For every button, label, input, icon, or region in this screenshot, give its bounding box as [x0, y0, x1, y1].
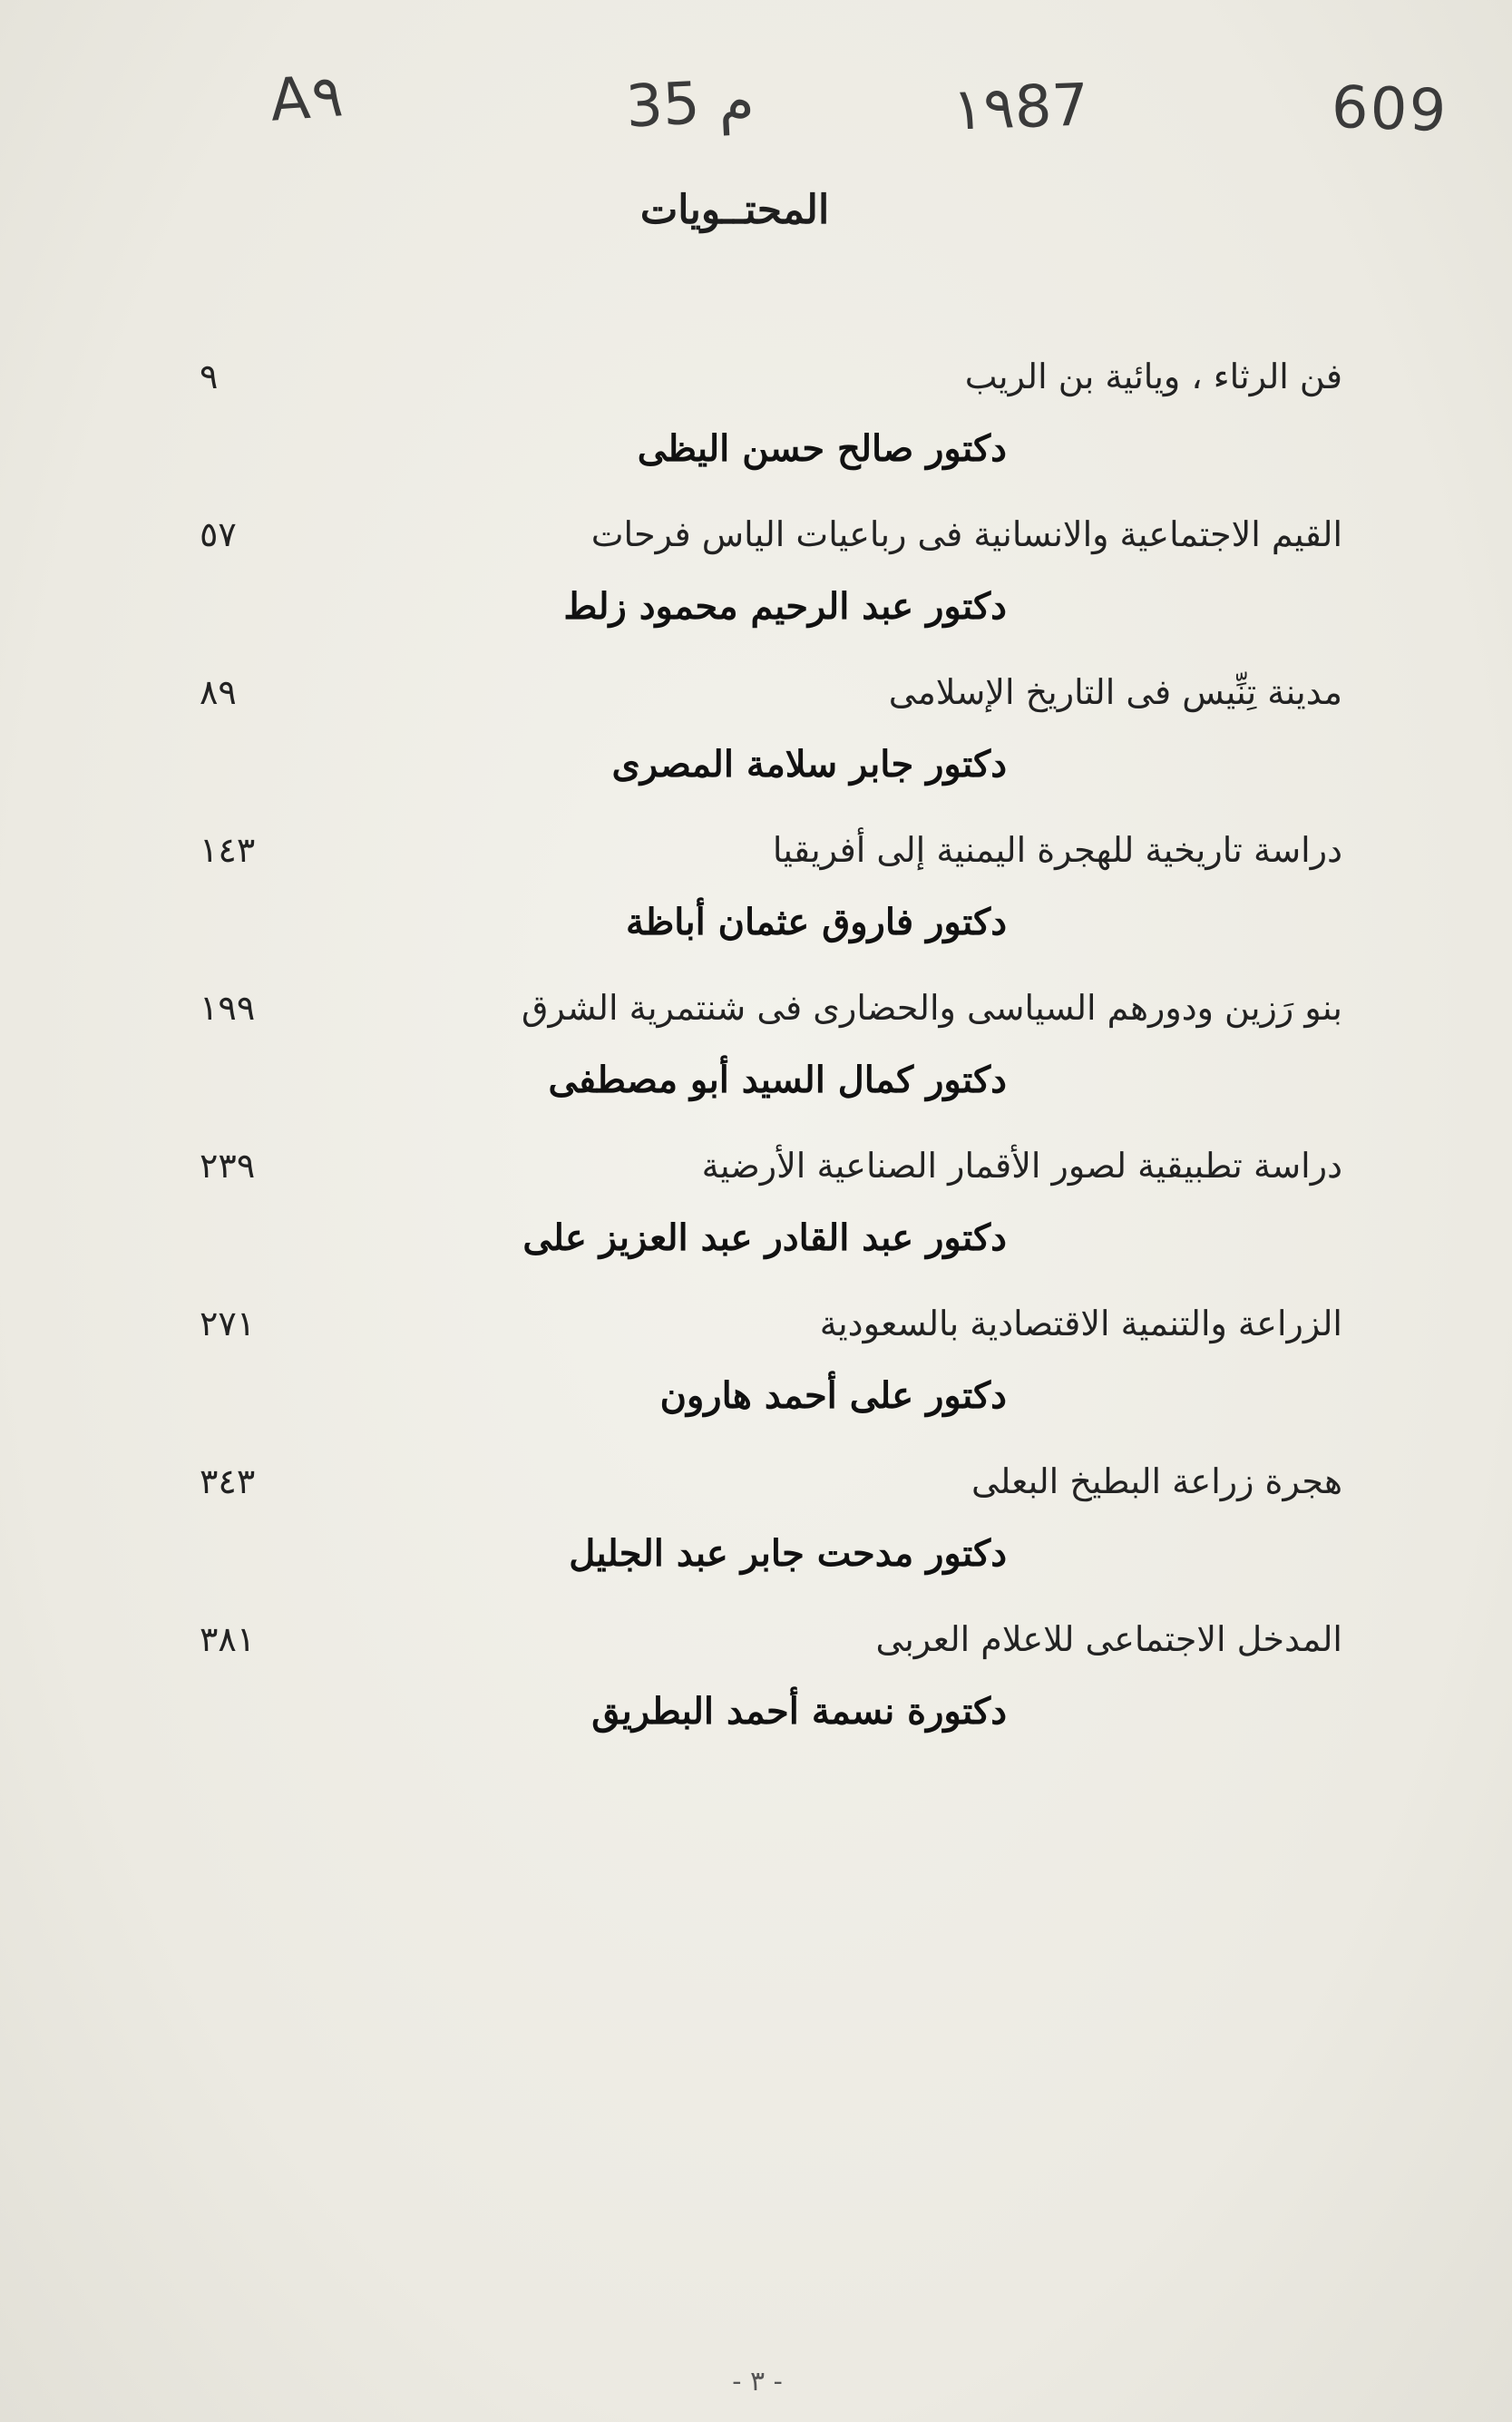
- author-name: دكتور كمال السيد أبو مصطفى: [548, 1059, 1007, 1101]
- table-of-contents: [181, 345, 1342, 1765]
- toc-entry: [181, 660, 1342, 818]
- page-title: المحتــويات: [639, 187, 830, 233]
- article-row: [181, 1607, 1342, 1671]
- author-name: دكتور على أحمد هارون: [659, 1374, 1007, 1417]
- page-footer-number: - ٣ -: [732, 2366, 783, 2398]
- page-number: ٢٣٩: [200, 1146, 256, 1186]
- article-row: [181, 660, 1342, 724]
- handwritten-note-c: ١٩87: [951, 72, 1090, 144]
- page-number: ٩: [200, 356, 219, 396]
- article-title: فن الرثاء ، ويائية بن الريب: [964, 356, 1342, 396]
- page-number: ٣٨١: [200, 1619, 256, 1659]
- article-title: الزراعة والتنمية الاقتصادية بالسعودية: [819, 1304, 1342, 1343]
- article-title: مدينة تِنِّيس فى التاريخ الإسلامى: [888, 672, 1342, 712]
- toc-entry: [181, 976, 1342, 1134]
- author-name: دكتور جابر سلامة المصرى: [611, 743, 1007, 786]
- article-row: [181, 1134, 1342, 1197]
- article-title: دراسة تطبيقية لصور الأقمار الصناعية الأرضية: [701, 1146, 1342, 1186]
- article-row: [181, 818, 1342, 882]
- toc-entry: [181, 1607, 1342, 1765]
- article-title: هجرة زراعة البطيخ البعلى: [971, 1461, 1342, 1501]
- article-title: المدخل الاجتماعى للاعلام العربى: [875, 1619, 1342, 1659]
- page-number: ١٩٩: [200, 988, 256, 1028]
- toc-entry: [181, 345, 1342, 503]
- article-row: [181, 1450, 1342, 1513]
- article-row: [181, 1292, 1342, 1355]
- handwritten-note-b: م 35: [624, 67, 756, 142]
- toc-entry: [181, 1292, 1342, 1450]
- handwritten-note-d: 609: [1330, 73, 1449, 146]
- toc-entry: [181, 1134, 1342, 1292]
- author-name: دكتور عبد القادر عبد العزيز على: [522, 1216, 1007, 1259]
- page-number: ٢٧١: [200, 1304, 256, 1343]
- article-title: بنو رَزين ودورهم السياسى والحضارى فى شنتمرية الشرق: [522, 988, 1342, 1028]
- page-number: ٨٩: [200, 672, 237, 712]
- handwritten-note-a: A٩: [268, 63, 346, 135]
- toc-entry: [181, 503, 1342, 660]
- page-number: ١٤٣: [200, 830, 256, 870]
- page-number: ٥٧: [200, 514, 237, 554]
- author-name: دكتورة نسمة أحمد البطريق: [591, 1690, 1007, 1733]
- article-row: [181, 345, 1342, 408]
- author-name: دكتور مدحت جابر عبد الجليل: [569, 1532, 1007, 1575]
- article-row: [181, 503, 1342, 566]
- article-title: دراسة تاريخية للهجرة اليمنية إلى أفريقيا: [772, 830, 1342, 870]
- author-name: دكتور صالح حسن اليظى: [637, 427, 1007, 470]
- page-number: ٣٤٣: [200, 1461, 256, 1501]
- article-title: القيم الاجتماعية والانسانية فى رباعيات الياس فرحات: [590, 514, 1342, 554]
- author-name: دكتور عبد الرحيم محمود زلط: [563, 585, 1007, 628]
- author-name: دكتور فاروق عثمان أباظة: [626, 901, 1007, 943]
- toc-entry: [181, 818, 1342, 976]
- toc-entry: [181, 1450, 1342, 1607]
- article-row: [181, 976, 1342, 1040]
